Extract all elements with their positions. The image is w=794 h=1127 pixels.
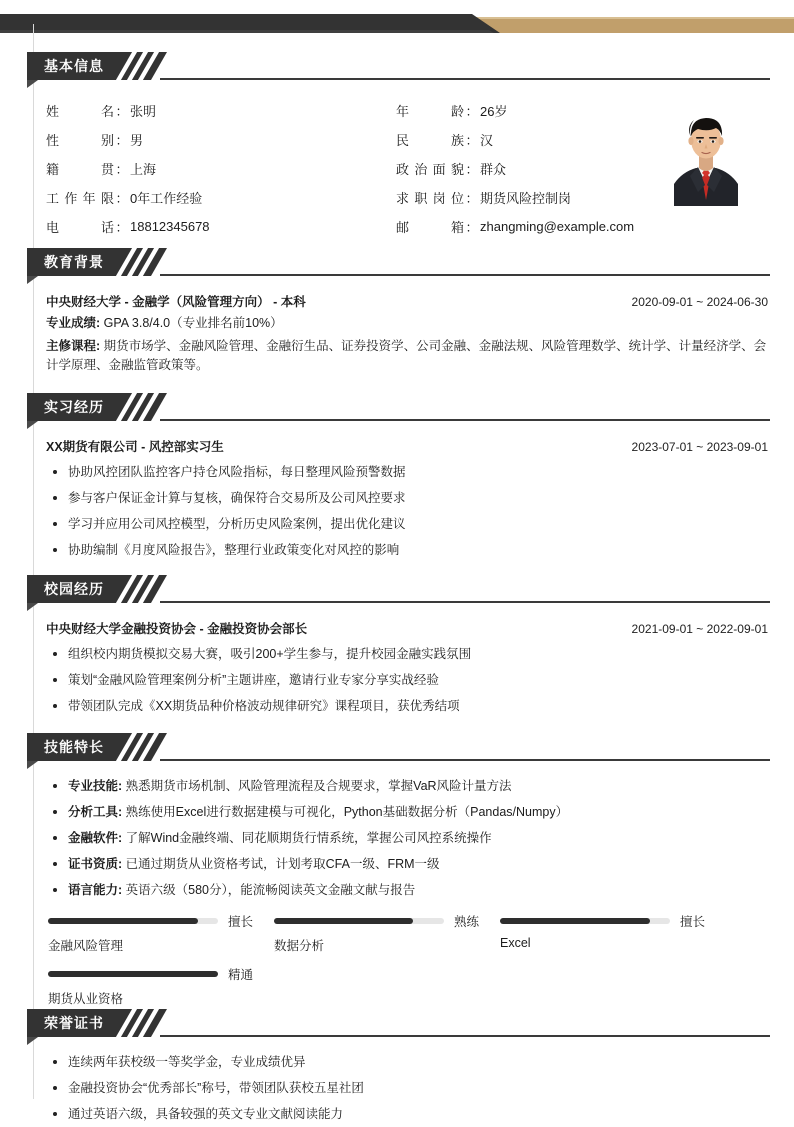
section-body-campus xyxy=(0,605,794,719)
skill-bar-item xyxy=(48,966,274,1007)
banner-dark-underline xyxy=(0,30,494,33)
info-colon: ： xyxy=(465,220,479,235)
section-body-honors xyxy=(0,1039,794,1127)
section-title: 荣誉证书 xyxy=(44,1015,104,1031)
info-label: 工作年限 xyxy=(46,191,114,206)
section-header-honors xyxy=(0,1009,794,1039)
education-gpa xyxy=(46,314,768,333)
list-item: 带领团队完成《XX期货品种价格波动规律研究》课程项目，获优秀结项 xyxy=(46,693,768,719)
section-header-campus xyxy=(0,575,794,605)
info-row xyxy=(46,96,768,125)
list-item xyxy=(46,799,768,825)
section-internship xyxy=(0,393,794,563)
skill-bar-name: 期货从业资格 xyxy=(48,992,124,1006)
section-skills xyxy=(0,733,794,1019)
list-item xyxy=(46,773,768,799)
info-colon: ： xyxy=(115,191,129,206)
section-header-rule xyxy=(160,1035,770,1037)
info-colon: ： xyxy=(465,162,479,177)
section-body-internship xyxy=(0,423,794,563)
info-value: zhangming@example.com xyxy=(480,219,635,234)
info-label: 年龄 xyxy=(396,104,464,119)
info-value: 上海 xyxy=(130,162,157,177)
education-courses xyxy=(46,337,768,375)
section-header-basic-info xyxy=(0,52,794,82)
list-item: 参与客户保证金计算与复核，确保符合交易所及公司风控要求 xyxy=(46,485,768,511)
skill-bar-track xyxy=(274,918,444,924)
info-colon: ： xyxy=(465,133,479,148)
info-value: 18812345678 xyxy=(130,219,210,234)
section-title: 教育背景 xyxy=(44,254,104,270)
basic-info-grid xyxy=(46,90,768,241)
skill-label: 语言能力: xyxy=(68,883,123,897)
section-title: 基本信息 xyxy=(44,58,104,74)
info-value: 26岁 xyxy=(480,104,508,119)
info-colon: ： xyxy=(115,133,129,148)
education-courses-value: 期货市场学、金融风险管理、金融衍生品、证券投资学、公司金融、金融法规、风险管理数学、统计学、计量经济学、会计学原理、金融监管政策等。 xyxy=(46,339,767,372)
info-field-ethnicity xyxy=(396,130,696,149)
info-colon: ： xyxy=(115,220,129,235)
info-field-email xyxy=(396,217,696,236)
skill-text: 熟练使用Excel进行数据建模与可视化，Python基础数据分析（Pandas/Numpy） xyxy=(125,805,569,819)
skill-bar-line xyxy=(274,913,500,929)
skill-label: 金融软件: xyxy=(68,831,123,845)
skill-level-label: 熟练 xyxy=(454,915,480,929)
education-date: 2020-09-01 ~ 2024-06-30 xyxy=(631,295,768,309)
section-header-rule xyxy=(160,78,770,80)
info-label: 籍贯 xyxy=(46,162,114,177)
section-education xyxy=(0,248,794,379)
skill-bar-item xyxy=(274,913,500,954)
skill-text: 英语六级（580分），能流畅阅读英文金融文献与报告 xyxy=(125,883,416,897)
top-banner xyxy=(0,14,794,36)
list-item xyxy=(46,851,768,877)
info-field-name xyxy=(46,101,396,120)
skill-bar-item xyxy=(500,913,726,954)
list-item: 协助风控团队监控客户持仓风险指标，每日整理风险预警数据 xyxy=(46,459,768,485)
skill-level-label: 擅长 xyxy=(680,915,706,929)
section-basic-info xyxy=(0,52,794,241)
skill-label: 专业技能: xyxy=(68,779,123,793)
campus-title: 中央财经大学金融投资协会 - 金融投资协会部长 xyxy=(46,622,308,636)
list-item: 学习并应用公司风控模型，分析历史风险案例，提出优化建议 xyxy=(46,511,768,537)
info-label: 姓名 xyxy=(46,104,114,119)
education-title: 中央财经大学 - 金融学（风险管理方向） - 本科 xyxy=(46,295,306,309)
section-title: 技能特长 xyxy=(44,739,104,755)
info-field-age xyxy=(396,101,696,120)
skill-text: 已通过期货从业资格考试，计划考取CFA一级、FRM一级 xyxy=(125,857,440,871)
skills-bullets xyxy=(46,773,768,903)
info-label: 性别 xyxy=(46,133,114,148)
section-header-skills xyxy=(0,733,794,763)
info-label: 邮箱 xyxy=(396,220,464,235)
info-field-gender xyxy=(46,130,396,149)
list-item: 连续两年获校级一等奖学金，专业成绩优异 xyxy=(46,1049,768,1075)
section-honors xyxy=(0,1009,794,1127)
campus-entry-head xyxy=(46,619,768,637)
info-value: 男 xyxy=(130,133,144,148)
list-item: 协助编制《月度风险报告》，整理行业政策变化对风控的影响 xyxy=(46,537,768,563)
list-item: 通过英语六级，具备较强的英文专业文献阅读能力 xyxy=(46,1101,768,1127)
info-row xyxy=(46,212,768,241)
skill-bar-fill xyxy=(274,918,413,924)
info-field-political-status xyxy=(396,159,696,178)
section-header-rule xyxy=(160,601,770,603)
education-entry-head xyxy=(46,292,768,310)
section-header-rule xyxy=(160,759,770,761)
skill-label: 证书资质: xyxy=(68,857,123,871)
info-field-phone xyxy=(46,217,396,236)
info-row xyxy=(46,154,768,183)
skill-bar-line xyxy=(48,913,274,929)
skill-text: 了解Wind金融终端、同花顺期货行情系统，掌握公司风控系统操作 xyxy=(125,831,492,845)
skill-level-label: 精通 xyxy=(228,968,254,982)
skill-bar-track xyxy=(500,918,670,924)
banner-notch xyxy=(8,33,56,37)
skill-bar-name: Excel xyxy=(500,936,531,950)
skill-bar-name: 数据分析 xyxy=(274,939,325,953)
internship-date: 2023-07-01 ~ 2023-09-01 xyxy=(631,440,768,454)
honors-bullets xyxy=(46,1049,768,1127)
list-item xyxy=(46,877,768,903)
list-item: 金融投资协会“优秀部长”称号，带领团队获校五星社团 xyxy=(46,1075,768,1101)
section-title: 校园经历 xyxy=(44,581,104,597)
section-body-skills xyxy=(0,763,794,1019)
section-header-education xyxy=(0,248,794,278)
section-body-education xyxy=(0,278,794,375)
info-value: 期货风险控制岗 xyxy=(480,191,572,206)
avatar xyxy=(672,106,740,206)
info-value: 群众 xyxy=(480,162,507,177)
info-field-work-years xyxy=(46,188,396,207)
skill-bar-track xyxy=(48,971,218,977)
section-body-basic-info xyxy=(0,82,794,241)
section-campus xyxy=(0,575,794,719)
section-title: 实习经历 xyxy=(44,399,104,415)
info-value: 0年工作经验 xyxy=(130,191,203,206)
skill-bar-line xyxy=(48,966,274,982)
info-colon: ： xyxy=(115,162,129,177)
skill-bar-fill xyxy=(48,918,198,924)
education-gpa-label: 专业成绩: xyxy=(46,316,101,330)
info-colon: ： xyxy=(465,191,479,206)
info-field-target-position xyxy=(396,188,696,207)
info-label: 电话 xyxy=(46,220,114,235)
education-courses-label: 主修课程: xyxy=(46,339,101,353)
info-value: 张明 xyxy=(130,104,157,119)
info-colon: ： xyxy=(465,104,479,119)
info-value: 汉 xyxy=(480,133,494,148)
info-label: 求职岗位 xyxy=(396,191,464,206)
list-item: 策划“金融风险管理案例分析”主题讲座，邀请行业专家分享实战经验 xyxy=(46,667,768,693)
section-header-rule xyxy=(160,419,770,421)
list-item xyxy=(46,825,768,851)
skill-level-label: 擅长 xyxy=(228,915,254,929)
campus-date: 2021-09-01 ~ 2022-09-01 xyxy=(631,622,768,636)
section-header-rule xyxy=(160,274,770,276)
skill-bar-fill xyxy=(48,971,218,977)
banner-gold-stripe xyxy=(470,17,794,33)
info-label: 政治面貌 xyxy=(396,162,464,177)
section-header-internship xyxy=(0,393,794,423)
skill-label: 分析工具: xyxy=(68,805,123,819)
info-field-hometown xyxy=(46,159,396,178)
internship-title: XX期货有限公司 - 风控部实习生 xyxy=(46,440,224,454)
skill-bar-track xyxy=(48,918,218,924)
internship-entry-head xyxy=(46,437,768,455)
portrait-photo-icon xyxy=(672,106,740,206)
skill-bar-name: 金融风险管理 xyxy=(48,939,124,953)
skill-bar-group xyxy=(46,903,768,1019)
skill-bar-item xyxy=(48,913,274,954)
campus-bullets xyxy=(46,641,768,719)
education-gpa-value: GPA 3.8/4.0（专业排名前10%） xyxy=(103,316,283,330)
list-item: 组织校内期货模拟交易大赛，吸引200+学生参与，提升校园金融实践氛围 xyxy=(46,641,768,667)
info-row xyxy=(46,183,768,212)
skill-bar-line xyxy=(500,913,726,929)
info-colon: ： xyxy=(115,104,129,119)
info-label: 民族 xyxy=(396,133,464,148)
info-row xyxy=(46,125,768,154)
internship-bullets xyxy=(46,459,768,563)
skill-bar-fill xyxy=(500,918,650,924)
skill-text: 熟悉期货市场机制、风险管理流程及合规要求，掌握VaR风险计量方法 xyxy=(125,779,512,793)
